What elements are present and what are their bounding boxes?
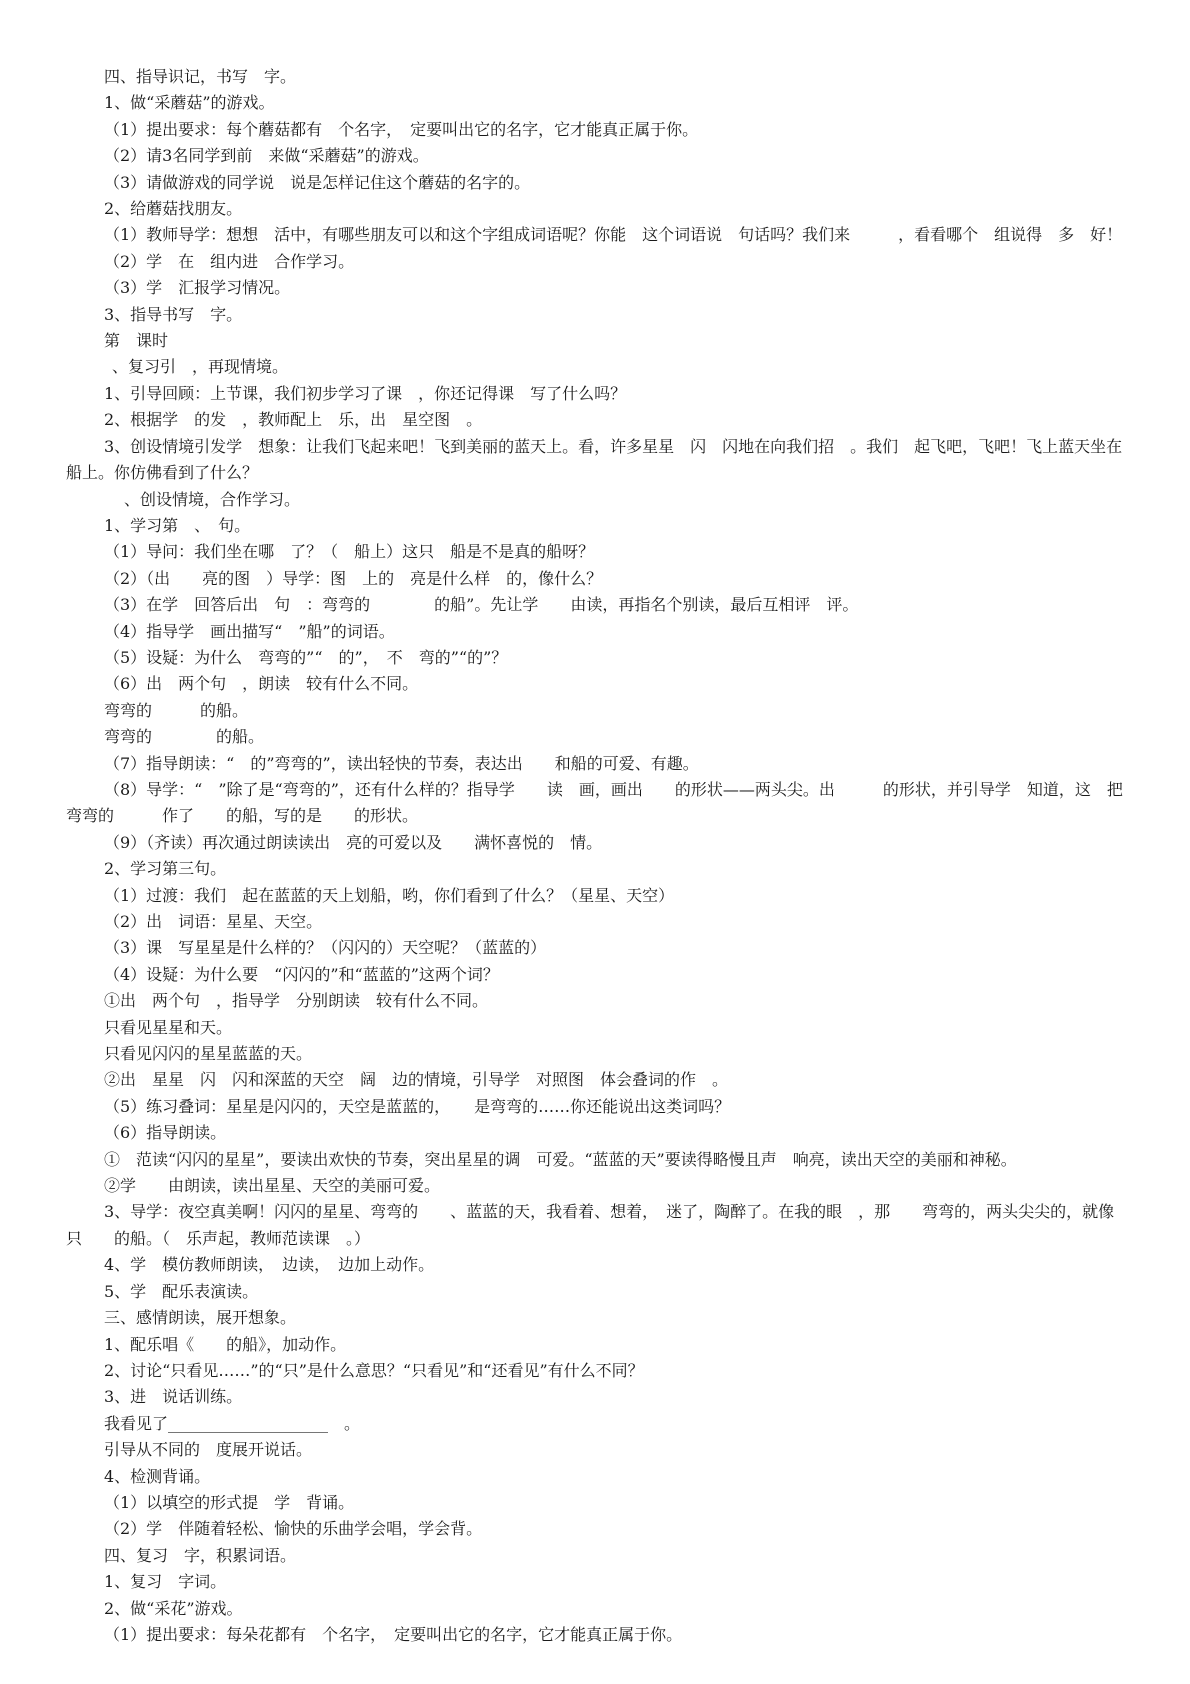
text-line: （5）练习叠词：星星是闪闪的，天空是蓝蓝的， 是弯弯的……你还能说出这类词吗？	[104, 1096, 731, 1116]
text-line: ①出 两个句 ，指导学 分别朗读 较有什么不同。	[104, 991, 489, 1011]
text-line: 3、进 说话训练。	[104, 1387, 243, 1407]
text-line: 2、做“采花”游戏。	[104, 1598, 243, 1618]
text-line: 只看见闪闪的星星蓝蓝的天。	[104, 1044, 313, 1064]
text-line: （9）（齐读）再次通过朗读读出 亮的可爱以及 满怀喜悦的 情。	[104, 832, 603, 852]
text-line: 四、指导识记，书写 字。	[104, 67, 297, 86]
text-line: 2、讨论“只看见……”的“只”是什么意思？“只看见”和“还看见”有什么不同？	[104, 1360, 644, 1380]
text-line: 3、指导书写 字。	[104, 304, 243, 324]
text-line: （2）学 伴随着轻松、愉快的乐曲学会唱，学会背。	[104, 1519, 483, 1539]
text-line: （3）在学 回答后出 句 ：弯弯的 的船”。先让学 由读，再指名个别读，最后互相评 评。	[104, 595, 859, 615]
text-line: （1）提出要求：每朵花都有 个名字， 定要叫出它的名字，它才能真正属于你。	[104, 1624, 683, 1644]
text-line: （1）教师导学：想想 活中，有哪些朋友可以和这个字组成词语呢？你能 这个词语说 句话吗？我们来 ，看看哪个 组说得 多 好！	[104, 225, 1123, 245]
text-line: （8）导学：“ ”除了是“弯弯的”，还有什么样的？指导学 读 画，画出 的形状——两头尖。出 的形状，并引导学 知道，这 把弯弯的 作了 的船，写的是 的形状。	[66, 779, 1123, 826]
text-line: （4）指导学 画出描写“ ”船”的词语。	[104, 621, 395, 641]
text-line: （1）过渡：我们 起在蓝蓝的天上划船，哟，你们看到了什么？（星星、天空）	[104, 885, 675, 905]
text-line: （3）请做游戏的同学说 说是怎样记住这个蘑菇的名字的。	[104, 172, 531, 192]
text-line: 2、学习第三句。	[104, 859, 227, 879]
text-line: （2）（出 亮的图 ）导学：图 上的 亮是什么样 的，像什么？	[104, 568, 603, 588]
text-line: （1）提出要求：每个蘑菇都有 个名字， 定要叫出它的名字，它才能真正属于你。	[104, 119, 699, 139]
document-body	[66, 64, 1139, 1648]
text-line: 1、引导回顾：上节课，我们初步学习了课 ，你还记得课 写了什么吗？	[104, 383, 627, 403]
text-line: （1）以填空的形式提 学 背诵。	[104, 1492, 355, 1512]
text-line: 4、检测背诵。	[104, 1466, 211, 1486]
text-line: 四、复习 字，积累词语。	[104, 1545, 297, 1565]
text-line: （2）请3名同学到前 来做“采蘑菇”的游戏。	[104, 146, 429, 166]
text-line: 1、复习 字词。	[104, 1572, 227, 1592]
text-line: 弯弯的 的船。	[104, 700, 249, 720]
text-line: 、创设情境，合作学习。	[124, 489, 301, 509]
text-line: （7）指导朗读：“ 的”弯弯的”，读出轻快的节奏，表达出 和船的可爱、有趣。	[104, 753, 699, 773]
text-line: （5）设疑：为什么 弯弯的”“ 的”， 不 弯的”“的”？	[104, 647, 508, 667]
text-line: ②学 由朗读，读出星星、天空的美丽可爱。	[104, 1176, 441, 1196]
text-line: （2）学 在 组内进 合作学习。	[104, 251, 355, 271]
text-line: （1）导问：我们坐在哪 了？（ 船上）这只 船是不是真的船呀？	[104, 542, 595, 562]
text-line: （6）出 两个句 ，朗读 较有什么不同。	[104, 674, 419, 694]
text-line: 2、根据学 的发 ，教师配上 乐，出 星空图 。	[104, 410, 483, 430]
text-line: （3）课 写星星是什么样的？（闪闪的）天空呢？（蓝蓝的）	[104, 938, 547, 958]
text-line: 三、感情朗读，展开想象。	[104, 1308, 297, 1328]
text-line: 引导从不同的 度展开说话。	[104, 1440, 313, 1460]
text-line: 我看见了____________________ 。	[104, 1413, 361, 1433]
text-line: 2、给蘑菇找朋友。	[104, 199, 243, 219]
text-line: （4）设疑：为什么要 “闪闪的”和“蓝蓝的”这两个词？	[104, 964, 499, 984]
text-line: 1、学习第 、 句。	[104, 515, 251, 535]
text-line: 4、学 模仿教师朗读， 边读， 边加上动作。	[104, 1255, 435, 1275]
text-line: 1、配乐唱《 的船》，加动作。	[104, 1334, 347, 1354]
text-line: 1、做“采蘑菇”的游戏。	[104, 93, 275, 113]
text-line: 弯弯的 的船。	[104, 727, 265, 747]
text-line: 只看见星星和天。	[104, 1017, 233, 1037]
text-line: ②出 星星 闪 闪和深蓝的天空 阔 边的情境，引导学 对照图 体会叠词的作 。	[104, 1070, 729, 1090]
text-line: 3、导学：夜空真美啊！闪闪的星星、弯弯的 、蓝蓝的天，我看着、想着， 迷了，陶醉了。在我的眼 ，那 弯弯的，两头尖尖的，就像 只 的船。（ 乐声起，教师范读课 。）	[66, 1202, 1131, 1248]
text-line: （3）学 汇报学习情况。	[104, 278, 291, 298]
text-line: 、复习引 ，再现情境。	[112, 357, 289, 377]
text-line: 5、学 配乐表演读。	[104, 1281, 259, 1301]
text-line: （6）指导朗读。	[104, 1123, 227, 1143]
text-line: 3、创设情境引发学 想象：让我们飞起来吧！飞到美丽的蓝天上。看，许多星星 闪 闪地在向我们招 。我们 起飞吧，飞吧！飞上蓝天坐在 船上。你仿佛看到了什么？	[66, 436, 1139, 483]
text-line: ① 范读“闪闪的星星”，要读出欢快的节奏，突出星星的调 可爱。“蓝蓝的天”要读得略慢且声 响亮，读出天空的美丽和神秘。	[104, 1149, 1017, 1169]
text-line: 第 课时	[104, 331, 169, 351]
text-line: （2）出 词语：星星、天空。	[104, 912, 323, 931]
